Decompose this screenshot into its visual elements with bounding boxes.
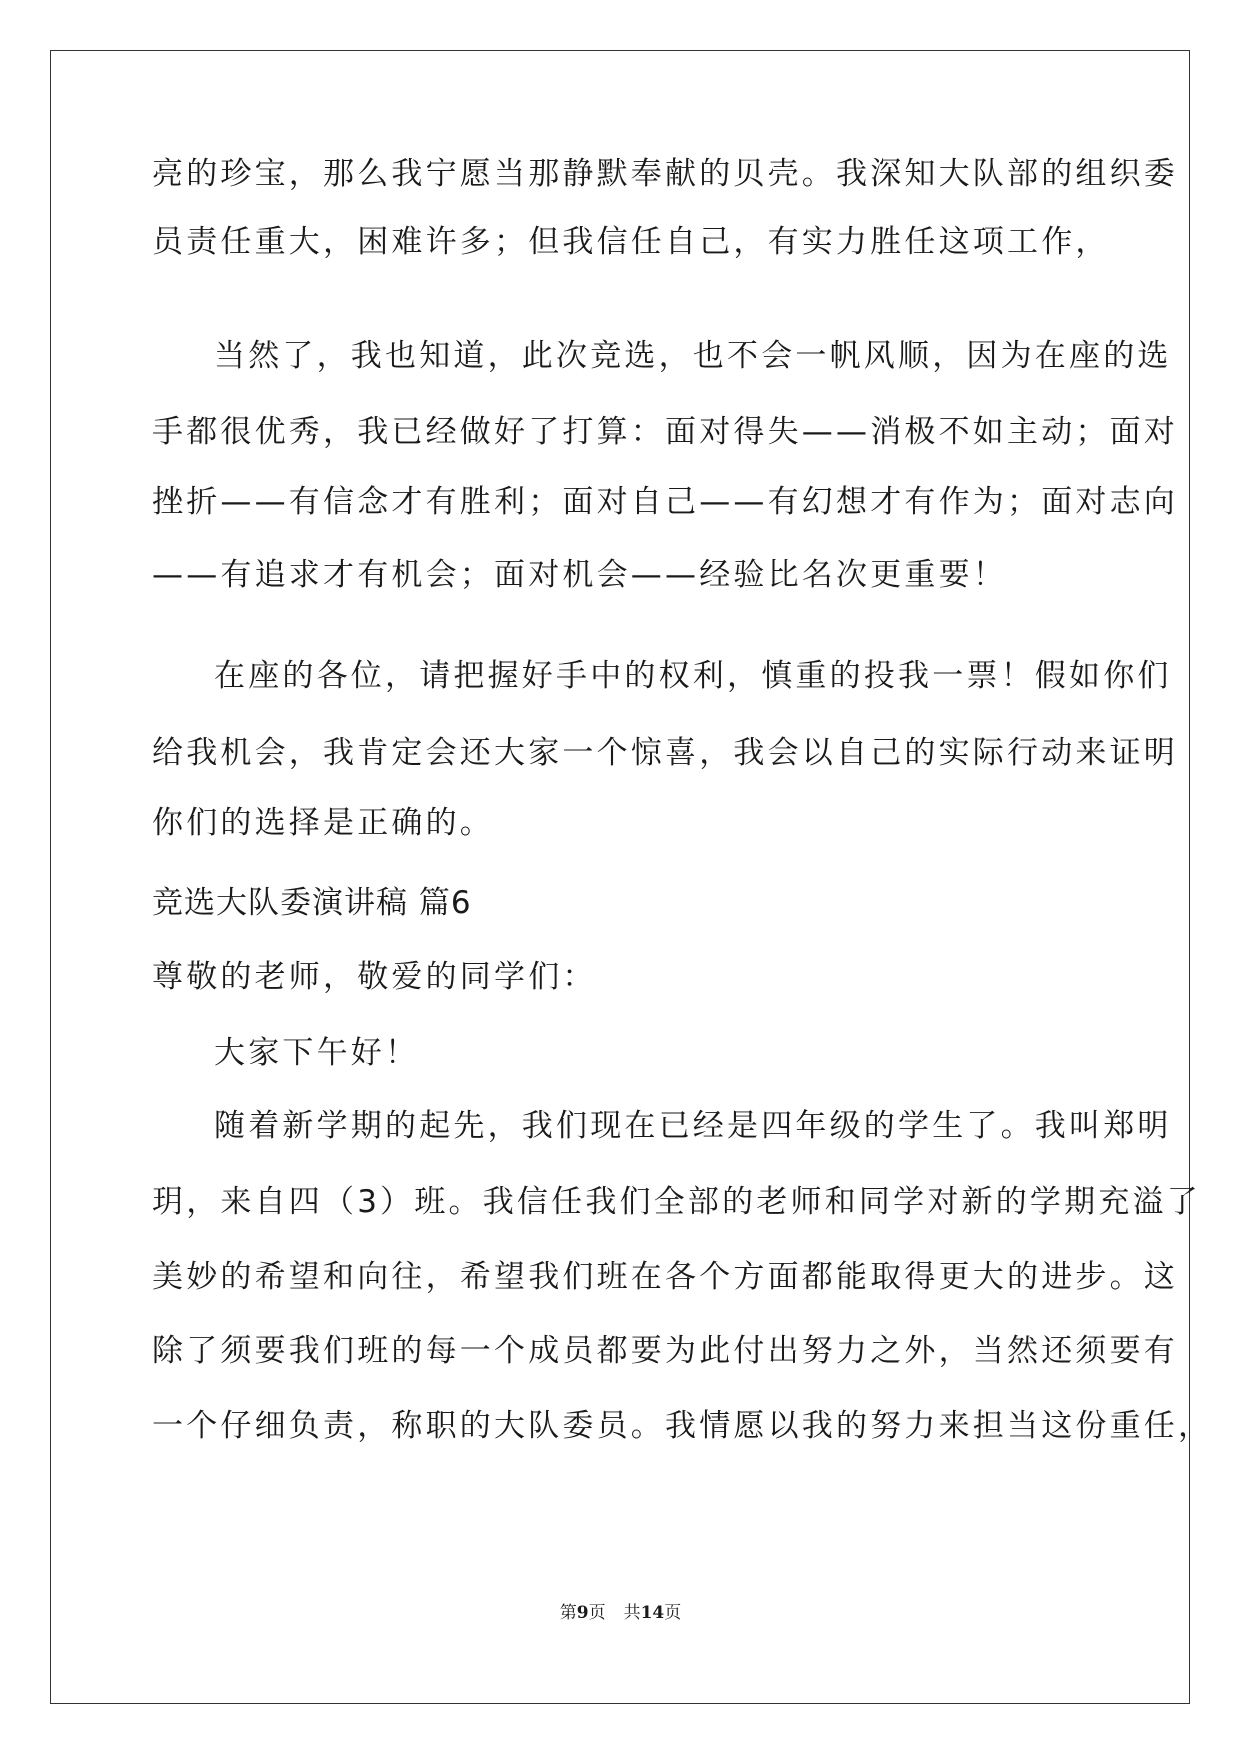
body-text-line: 给我机会，我肯定会还大家一个惊喜，我会以自己的实际行动来证明 bbox=[152, 735, 1178, 771]
body-text-line: 当然了，我也知道，此次竞选，也不会一帆风顺，因为在座的选 bbox=[214, 338, 1172, 374]
salutation: 尊敬的老师，敬爱的同学们： bbox=[152, 959, 597, 995]
greeting: 大家下午好！ bbox=[214, 1035, 420, 1071]
page-suffix: 页 bbox=[588, 1603, 606, 1623]
body-text-line: 玥，来自四（3）班。我信任我们全部的老师和同学对新的学期充溢了 bbox=[152, 1184, 1201, 1220]
page-number: 9 bbox=[576, 1603, 589, 1623]
body-text-line: 随着新学期的起先，我们现在已经是四年级的学生了。我叫郑明 bbox=[214, 1108, 1172, 1144]
body-text-line: 一个仔细负责，称职的大队委员。我情愿以我的努力来担当这份重任， bbox=[152, 1408, 1213, 1444]
total-prefix: 共 bbox=[623, 1603, 641, 1623]
body-text-line: 手都很优秀，我已经做好了打算：面对得失——消极不如主动；面对 bbox=[152, 414, 1178, 450]
total-pages: 14 bbox=[640, 1603, 665, 1623]
body-text-line: 员责任重大，困难许多；但我信任自己，有实力胜任这项工作， bbox=[152, 224, 1110, 260]
body-text-line: 除了须要我们班的每一个成员都要为此付出努力之外，当然还须要有 bbox=[152, 1333, 1178, 1369]
total-suffix: 页 bbox=[664, 1603, 682, 1623]
page-prefix: 第 bbox=[559, 1603, 577, 1623]
body-text-line: 在座的各位，请把握好手中的权利，慎重的投我一票！假如你们 bbox=[214, 658, 1172, 694]
section-heading: 竞选大队委演讲稿 篇6 bbox=[152, 885, 472, 921]
body-text-line: 亮的珍宝，那么我宁愿当那静默奉献的贝壳。我深知大队部的组织委 bbox=[152, 156, 1178, 192]
body-text-line: 挫折——有信念才有胜利；面对自己——有幻想才有作为；面对志向 bbox=[152, 484, 1178, 520]
body-text-line: 你们的选择是正确的。 bbox=[152, 805, 494, 841]
body-text-line: 美妙的希望和向往，希望我们班在各个方面都能取得更大的进步。这 bbox=[152, 1259, 1178, 1295]
body-text-line: ——有追求才有机会；面对机会——经验比名次更重要！ bbox=[152, 557, 1007, 593]
page-footer bbox=[0, 1602, 1241, 1624]
page-border bbox=[50, 50, 1213, 1704]
